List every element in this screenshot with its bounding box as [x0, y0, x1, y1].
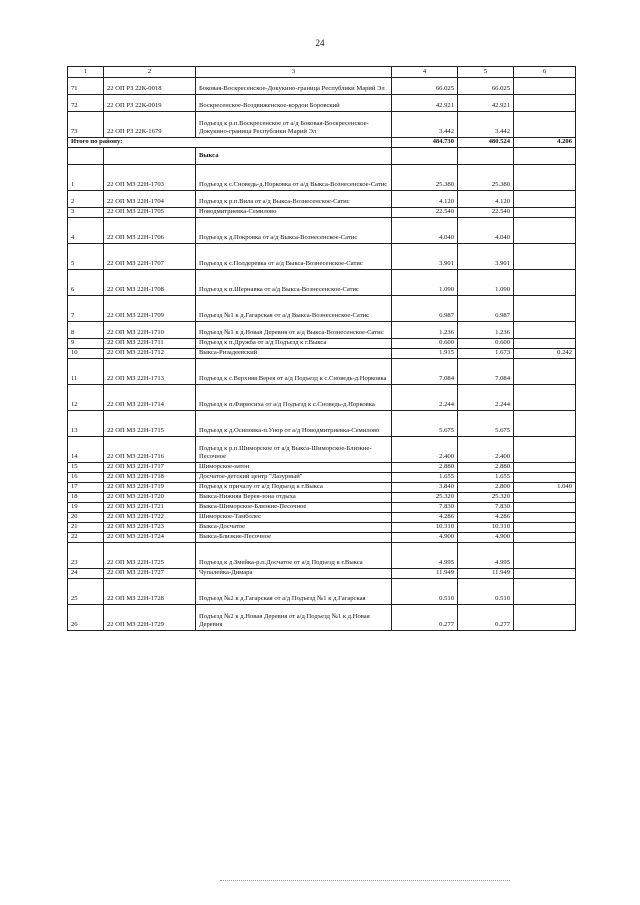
road-name: Выкса-Шиморское-Близкие-Песочное	[196, 503, 392, 513]
length-total: 4.286	[392, 513, 458, 523]
length-other	[514, 523, 576, 533]
roads-table-body	[68, 67, 576, 631]
length-other	[514, 218, 576, 244]
length-other	[514, 493, 576, 503]
road-id: 22 ОП МЗ 22Н-1707	[104, 244, 196, 270]
table-row	[68, 579, 576, 605]
road-id: 22 ОП МЗ 22Н-1723	[104, 523, 196, 533]
road-id: 22 ОП МЗ 22Н-1719	[104, 483, 196, 493]
row-number: 72	[68, 95, 104, 112]
road-id: 22 ОП МЗ 22Н-1712	[104, 349, 196, 359]
table-row	[68, 322, 576, 339]
road-name: Подъезд к р.п.Шиморское от а/д Выкса-Шиморское-Близкие-Песочное	[196, 437, 392, 463]
length-other	[514, 473, 576, 483]
empty-cell	[104, 148, 196, 165]
section-title: Выкса	[196, 148, 392, 165]
road-id: 22 ОП РЗ 22К-0018	[104, 78, 196, 95]
length-other	[514, 322, 576, 339]
row-number: 11	[68, 359, 104, 385]
row-number: 21	[68, 523, 104, 533]
length-regional: 3.442	[458, 112, 514, 138]
row-number: 73	[68, 112, 104, 138]
row-number: 19	[68, 503, 104, 513]
length-other	[514, 605, 576, 631]
row-number: 71	[68, 78, 104, 95]
road-name: Подъезд к д.Осиповка-п.Унор от а/д Новодмитриевка-Семилово	[196, 411, 392, 437]
table-row	[68, 296, 576, 322]
road-name: Подъезд к д.Покровка от а/д Выкса-Вознесенское-Сатис	[196, 218, 392, 244]
road-id: 22 ОП МЗ 22Н-1717	[104, 463, 196, 473]
length-regional: 10.310	[458, 523, 514, 533]
road-id: 22 ОП МЗ 22Н-1722	[104, 513, 196, 523]
table-row	[68, 112, 576, 138]
table-row	[68, 533, 576, 543]
header-cell: 4	[392, 67, 458, 78]
road-name: Шиморское-Тамболес	[196, 513, 392, 523]
road-name: Подъезд №1 к д.Гагарская от а/д Выкса-Вознесенское-Сатис	[196, 296, 392, 322]
row-number: 25	[68, 579, 104, 605]
length-total: 25.380	[392, 165, 458, 191]
table-row	[68, 437, 576, 463]
table-row	[68, 569, 576, 579]
length-regional: 4.040	[458, 218, 514, 244]
road-id: 22 ОП МЗ 22Н-1705	[104, 208, 196, 218]
road-id: 22 ОП МЗ 22Н-1710	[104, 322, 196, 339]
road-name: Подъезд к причалу от а/д Подъезд к г.Выкса	[196, 483, 392, 493]
length-total: 1.236	[392, 322, 458, 339]
total-label: Итого по району:	[68, 138, 392, 148]
road-name: Боковая-Воскресенское-Докукино-граница Республики Марий Эл	[196, 78, 392, 95]
length-total: 3.901	[392, 244, 458, 270]
length-regional: 2.244	[458, 385, 514, 411]
road-name: Подъезд №2 к д.Гагарская от а/д Подъезд №1 к д.Гагарская	[196, 579, 392, 605]
length-total: 2.880	[392, 463, 458, 473]
row-number: 16	[68, 473, 104, 483]
table-row	[68, 523, 576, 533]
row-number: 18	[68, 493, 104, 503]
footer-dotted-line	[220, 880, 510, 881]
total-regional: 480.524	[458, 138, 514, 148]
table-row	[68, 191, 576, 208]
row-number: 6	[68, 270, 104, 296]
length-other	[514, 296, 576, 322]
length-other	[514, 339, 576, 349]
length-regional: 7.830	[458, 503, 514, 513]
road-name: Подъезд к п.Шернавка от а/д Выкса-Вознесенское-Сатис	[196, 270, 392, 296]
length-total: 6.987	[392, 296, 458, 322]
length-other: 0.242	[514, 349, 576, 359]
table-row	[68, 349, 576, 359]
length-regional: 3.901	[458, 244, 514, 270]
length-total: 2.244	[392, 385, 458, 411]
road-id: 22 ОП МЗ 22Н-1720	[104, 493, 196, 503]
length-total: 42.921	[392, 95, 458, 112]
row-number: 10	[68, 349, 104, 359]
table-row	[68, 411, 576, 437]
road-name: Подъезд к д.Змейка-р.п.Досчатое от а/д Подъезд к г.Выкса	[196, 543, 392, 569]
road-id: 22 ОП МЗ 22Н-1718	[104, 473, 196, 483]
table-row	[68, 270, 576, 296]
length-regional: 11.949	[458, 569, 514, 579]
road-name: Досчатое-детский центр "Лазурный"	[196, 473, 392, 483]
road-id: 22 ОП МЗ 22Н-1729	[104, 605, 196, 631]
table-row	[68, 543, 576, 569]
table-row	[68, 244, 576, 270]
length-other	[514, 411, 576, 437]
table-row	[68, 95, 576, 112]
length-total: 25.320	[392, 493, 458, 503]
table-row	[68, 339, 576, 349]
table-row	[68, 78, 576, 95]
table-row	[68, 218, 576, 244]
road-id: 22 ОП МЗ 22Н-1715	[104, 411, 196, 437]
length-total: 1.655	[392, 473, 458, 483]
length-regional: 1.090	[458, 270, 514, 296]
road-id: 22 ОП МЗ 22Н-1725	[104, 543, 196, 569]
total-length: 484.730	[392, 138, 458, 148]
length-total: 1.915	[392, 349, 458, 359]
header-cell: 5	[458, 67, 514, 78]
length-regional: 1.236	[458, 322, 514, 339]
row-number: 26	[68, 605, 104, 631]
section-row	[68, 148, 576, 165]
table-row	[68, 503, 576, 513]
length-other	[514, 95, 576, 112]
length-regional: 6.987	[458, 296, 514, 322]
length-total: 10.310	[392, 523, 458, 533]
road-id: 22 ОП МЗ 22Н-1704	[104, 191, 196, 208]
length-other	[514, 385, 576, 411]
empty-cell	[514, 148, 576, 165]
road-id: 22 ОП МЗ 22Н-1708	[104, 270, 196, 296]
road-name: Выкса-Ризадеевский	[196, 349, 392, 359]
length-other	[514, 579, 576, 605]
length-regional: 0.510	[458, 579, 514, 605]
road-id: 22 ОП МЗ 22Н-1713	[104, 359, 196, 385]
length-regional: 4.900	[458, 533, 514, 543]
road-name: Подъезд к п.Дружба от а/д Подъезд к г.Выкса	[196, 339, 392, 349]
road-name: Новодмитриевка-Семилово	[196, 208, 392, 218]
length-total: 0.600	[392, 339, 458, 349]
length-other	[514, 533, 576, 543]
length-regional: 42.921	[458, 95, 514, 112]
length-total: 4.040	[392, 218, 458, 244]
length-other	[514, 78, 576, 95]
table-row	[68, 463, 576, 473]
road-id: 22 ОП РЗ 22К-1679	[104, 112, 196, 138]
table-row	[68, 513, 576, 523]
road-name: Подъезд к р.п.Воскресенское от а/д Боковая-Воскресенское-Докукино-граница Республики Марий Эл	[196, 112, 392, 138]
road-id: 22 ОП МЗ 22Н-1728	[104, 579, 196, 605]
header-row	[68, 67, 576, 78]
length-other	[514, 270, 576, 296]
length-other	[514, 437, 576, 463]
length-other: 1.040	[514, 483, 576, 493]
length-total: 4.900	[392, 533, 458, 543]
length-regional: 2.800	[458, 483, 514, 493]
length-total: 0.510	[392, 579, 458, 605]
roads-table	[67, 66, 576, 631]
row-number: 14	[68, 437, 104, 463]
length-regional: 5.675	[458, 411, 514, 437]
road-name: Подъезд к с.Верхняя Верея от а/д Подъезд к с.Сноведь-д.Норковка	[196, 359, 392, 385]
road-name: Подъезд к п.Фирюсиха от а/д Подъезд к с.Сноведь-д.Норковка	[196, 385, 392, 411]
header-cell: 6	[514, 67, 576, 78]
table-row	[68, 483, 576, 493]
header-cell: 2	[104, 67, 196, 78]
row-number: 15	[68, 463, 104, 473]
road-id: 22 ОП МЗ 22Н-1711	[104, 339, 196, 349]
empty-cell	[458, 148, 514, 165]
road-name: Подъезд №1 к д.Новая Деревня от а/д Выкса-Вознесенское-Сатис	[196, 322, 392, 339]
road-id: 22 ОП МЗ 22Н-1716	[104, 437, 196, 463]
length-total: 0.277	[392, 605, 458, 631]
road-id: 22 ОП МЗ 22Н-1706	[104, 218, 196, 244]
header-cell: 1	[68, 67, 104, 78]
length-total: 1.090	[392, 270, 458, 296]
road-name: Выкса-Досчатое	[196, 523, 392, 533]
length-regional: 66.025	[458, 78, 514, 95]
road-name: Воскресенское-Воздвиженское-кордон Боровский	[196, 95, 392, 112]
length-other	[514, 112, 576, 138]
length-total: 2.400	[392, 437, 458, 463]
road-id: 22 ОП МЗ 22Н-1721	[104, 503, 196, 513]
road-id: 22 ОП МЗ 22Н-1709	[104, 296, 196, 322]
length-regional: 4.995	[458, 543, 514, 569]
length-total: 5.675	[392, 411, 458, 437]
row-number: 7	[68, 296, 104, 322]
row-number: 17	[68, 483, 104, 493]
row-number: 20	[68, 513, 104, 523]
length-total: 22.540	[392, 208, 458, 218]
length-total: 7.084	[392, 359, 458, 385]
length-other	[514, 569, 576, 579]
row-number: 13	[68, 411, 104, 437]
length-regional: 1.655	[458, 473, 514, 483]
row-number: 8	[68, 322, 104, 339]
road-name: Подъезд к с.Полдеревка от а/д Выкса-Вознесенское-Сатис	[196, 244, 392, 270]
length-regional: 4.286	[458, 513, 514, 523]
road-id: 22 ОП РЗ 22К-0019	[104, 95, 196, 112]
row-number: 4	[68, 218, 104, 244]
table-row	[68, 208, 576, 218]
length-regional: 22.540	[458, 208, 514, 218]
road-name: Шиморское-затон	[196, 463, 392, 473]
page-number: 24	[315, 38, 325, 48]
length-other	[514, 359, 576, 385]
length-regional: 4.120	[458, 191, 514, 208]
total-other: 4.206	[514, 138, 576, 148]
length-other	[514, 543, 576, 569]
length-regional: 2.880	[458, 463, 514, 473]
table-row	[68, 165, 576, 191]
row-number: 22	[68, 533, 104, 543]
table-row	[68, 385, 576, 411]
road-id: 22 ОП МЗ 22Н-1727	[104, 569, 196, 579]
length-regional: 25.380	[458, 165, 514, 191]
length-total: 66.025	[392, 78, 458, 95]
table-row	[68, 493, 576, 503]
length-other	[514, 191, 576, 208]
length-total: 4.995	[392, 543, 458, 569]
row-number: 1	[68, 165, 104, 191]
road-id: 22 ОП МЗ 22Н-1703	[104, 165, 196, 191]
road-name: Выкса-Нижняя Верея-зона отдыха	[196, 493, 392, 503]
road-name: Подъезд к р.п.Вила от а/д Выкса-Вознесенское-Сатис	[196, 191, 392, 208]
length-total: 11.949	[392, 569, 458, 579]
road-name: Чупалейка-Димара	[196, 569, 392, 579]
road-id: 22 ОП МЗ 22Н-1724	[104, 533, 196, 543]
empty-cell	[68, 148, 104, 165]
row-number: 5	[68, 244, 104, 270]
length-total: 7.830	[392, 503, 458, 513]
length-other	[514, 513, 576, 523]
row-number: 23	[68, 543, 104, 569]
length-other	[514, 208, 576, 218]
road-name: Выкса-Близкие-Песочное	[196, 533, 392, 543]
row-number: 2	[68, 191, 104, 208]
length-other	[514, 244, 576, 270]
length-other	[514, 463, 576, 473]
empty-cell	[392, 148, 458, 165]
length-total: 3.442	[392, 112, 458, 138]
length-other	[514, 503, 576, 513]
length-other	[514, 165, 576, 191]
length-regional: 2.400	[458, 437, 514, 463]
row-number: 9	[68, 339, 104, 349]
row-number: 3	[68, 208, 104, 218]
length-total: 4.120	[392, 191, 458, 208]
table-row	[68, 473, 576, 483]
length-regional: 0.277	[458, 605, 514, 631]
road-id: 22 ОП МЗ 22Н-1714	[104, 385, 196, 411]
length-regional: 25.320	[458, 493, 514, 503]
length-regional: 0.600	[458, 339, 514, 349]
table-row	[68, 605, 576, 631]
header-cell: 3	[196, 67, 392, 78]
road-name: Подъезд к с.Сноведь-д.Норковка от а/д Выкса-Вознесенское-Сатис	[196, 165, 392, 191]
length-regional: 7.084	[458, 359, 514, 385]
row-number: 24	[68, 569, 104, 579]
row-number: 12	[68, 385, 104, 411]
length-total: 3.840	[392, 483, 458, 493]
total-row	[68, 138, 576, 148]
table-row	[68, 359, 576, 385]
road-name: Подъезд №2 к д.Новая Деревня от а/д Подъезд №1 к д.Новая Деревня	[196, 605, 392, 631]
length-regional: 1.673	[458, 349, 514, 359]
